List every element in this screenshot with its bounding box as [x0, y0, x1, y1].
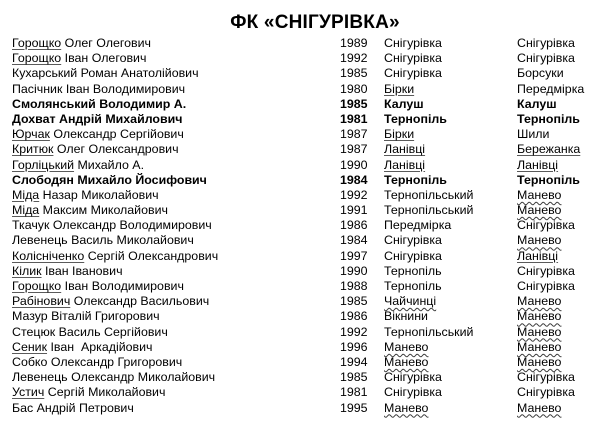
player-surname: Устич [12, 385, 45, 400]
player-name [12, 36, 151, 51]
player-given-names: Михайло А. [74, 157, 145, 172]
player-name [12, 370, 215, 385]
player-name [12, 188, 159, 203]
player-row [12, 233, 600, 248]
player-name [12, 294, 209, 309]
player-name [12, 97, 186, 112]
previous-club: Снігурівка [517, 263, 575, 278]
player-surname: Колісніченко [12, 248, 85, 263]
birthplace: Тернопільський [384, 324, 474, 339]
page-title: ФК «СНІГУРІВКА» [230, 12, 400, 33]
player-name [12, 233, 194, 248]
birth-year: 1992 [340, 187, 368, 202]
birth-year: 1984 [340, 172, 368, 187]
previous-club: Манево [517, 354, 562, 369]
player-row [12, 340, 600, 355]
birth-year: 1981 [340, 385, 368, 400]
player-name [12, 340, 152, 355]
player-name [12, 112, 182, 127]
birth-year: 1985 [340, 66, 368, 81]
player-given-names: Іван Іванович [41, 263, 123, 278]
player-name [12, 127, 184, 142]
birth-year: 1985 [340, 370, 368, 385]
player-row [12, 66, 600, 81]
player-given-names: Сергій Миколайович [44, 385, 166, 400]
player-row [12, 112, 600, 127]
player-name [12, 51, 146, 66]
player-surname: Смолянський [12, 96, 96, 111]
previous-club: Манево [517, 233, 562, 248]
player-row [12, 385, 600, 400]
birthplace: Передмірка [384, 218, 452, 233]
birthplace: Тернопільський [384, 187, 474, 202]
player-name [12, 82, 185, 97]
birth-year: 1995 [340, 400, 368, 415]
birthplace: Вікнини [384, 309, 428, 324]
birthplace: Манево [384, 339, 429, 354]
player-name [12, 218, 212, 233]
previous-club: Ланівці [517, 157, 559, 172]
player-surname: Бас [12, 400, 34, 415]
birth-year: 1994 [340, 354, 368, 369]
player-row [12, 97, 600, 112]
previous-club: Манево [517, 324, 562, 339]
player-surname: Кілик [12, 263, 42, 278]
previous-club: Манево [517, 187, 562, 202]
player-row [12, 355, 600, 370]
previous-club: Бережанка [517, 142, 581, 157]
player-surname: Кухарський [12, 66, 78, 81]
player-given-names: Іван Володимирович [62, 81, 186, 96]
player-row [12, 325, 600, 340]
birthplace: Снігурівка [384, 248, 442, 263]
birth-year: 1986 [340, 218, 368, 233]
player-surname: Юрчак [12, 127, 50, 142]
player-row [12, 279, 600, 294]
birthplace: Ланівці [384, 157, 426, 172]
birthplace: Снігурівка [384, 66, 442, 81]
birthplace: Бірки [384, 81, 415, 96]
player-name [12, 249, 218, 264]
player-surname: Міда [12, 187, 40, 202]
player-row [12, 127, 600, 142]
birthplace: Тернопільський [384, 203, 474, 218]
player-given-names: Василь Миколайович [67, 233, 194, 248]
birth-year: 1996 [340, 339, 368, 354]
player-name [12, 385, 165, 400]
player-name [12, 279, 184, 294]
player-name [12, 158, 144, 173]
player-surname: Левенець [12, 370, 68, 385]
player-surname: Рабінович [12, 294, 71, 309]
birth-year: 1980 [340, 81, 368, 96]
previous-club: Снігурівка [517, 218, 575, 233]
previous-club: Манево [517, 400, 562, 415]
birth-year: 1997 [340, 248, 368, 263]
player-surname: Сеник [12, 339, 48, 354]
player-surname: Горощко [12, 279, 62, 293]
player-row [12, 309, 600, 324]
player-given-names: Андрій Петрович [33, 400, 134, 415]
player-given-names: Іван Олегович [61, 51, 147, 66]
birthplace: Тернопіль [384, 172, 447, 187]
birth-year: 1981 [340, 111, 368, 126]
player-surname: Слободян [12, 172, 74, 187]
player-name [12, 401, 134, 416]
previous-club: Снігурівка [517, 385, 575, 400]
birthplace: Снігурівка [384, 233, 442, 248]
player-row [12, 188, 600, 203]
player-given-names: Олег Олександрович [53, 142, 179, 157]
previous-club: Тернопіль [517, 172, 580, 187]
player-surname: Міда [12, 203, 40, 218]
player-row [12, 218, 600, 233]
birth-year: 1985 [340, 294, 368, 309]
player-given-names: Володимир А. [95, 96, 187, 111]
player-given-names: Олександр Сергійович [49, 127, 184, 142]
player-name [12, 142, 179, 157]
player-row [12, 142, 600, 157]
player-given-names: Іван Аркадійович [47, 339, 153, 354]
player-given-names: Максим Миколайович [39, 203, 168, 218]
player-given-names: Олександр Володимирович [49, 218, 212, 233]
birth-year: 1992 [340, 324, 368, 339]
player-name [12, 203, 168, 218]
player-given-names: Олександр Васильович [70, 294, 210, 309]
player-given-names: Роман Анатолійович [77, 66, 199, 81]
birthplace: Снігурівка [384, 36, 442, 50]
player-surname: Стецюк [12, 324, 56, 339]
player-row [12, 173, 600, 188]
player-roster [12, 36, 600, 416]
previous-club: Снігурівка [517, 370, 575, 385]
previous-club: Снігурівка [517, 36, 575, 50]
birth-year: 1989 [340, 36, 368, 50]
birth-year: 1992 [340, 51, 368, 66]
player-row [12, 264, 600, 279]
player-surname: Горощко [12, 36, 62, 50]
previous-club: Ланівці [517, 248, 559, 263]
player-surname: Собко [12, 354, 48, 369]
previous-club: Передмірка [517, 81, 585, 96]
birth-year: 1990 [340, 157, 368, 172]
previous-club: Снігурівка [517, 51, 575, 66]
player-given-names: Іван Володимирович [61, 279, 184, 293]
birthplace: Снігурівка [384, 385, 442, 400]
player-row [12, 401, 600, 416]
previous-club: Снігурівка [517, 279, 575, 293]
previous-club: Тернопіль [517, 111, 580, 126]
previous-club: Манево [517, 203, 562, 218]
player-given-names: Василь Сергійович [55, 324, 168, 339]
birthplace: Снігурівка [384, 51, 442, 66]
player-name [12, 264, 123, 279]
player-row [12, 294, 600, 309]
player-given-names: Сергій Олександрович [84, 248, 219, 263]
player-surname: Горліцький [12, 157, 75, 172]
player-given-names: Андрій Михайлович [55, 111, 183, 126]
player-surname: Мазур [12, 309, 48, 324]
birthplace: Тернопіль [384, 263, 442, 278]
birth-year: 1990 [340, 263, 368, 278]
previous-club: Манево [517, 294, 562, 309]
birth-year: 1985 [340, 96, 368, 111]
player-name [12, 173, 207, 188]
player-name [12, 355, 182, 370]
player-surname: Левенець [12, 233, 68, 248]
player-row [12, 249, 600, 264]
player-row [12, 158, 600, 173]
birth-year: 1987 [340, 127, 368, 142]
birth-year: 1988 [340, 279, 368, 293]
previous-club: Манево [517, 309, 562, 324]
player-row [12, 203, 600, 218]
player-surname: Ткачук [12, 218, 50, 233]
player-surname: Горощко [12, 51, 62, 66]
player-given-names: Назар Миколайович [39, 187, 159, 202]
player-row [12, 36, 600, 51]
player-surname: Пасічник [12, 81, 63, 96]
birth-year: 1987 [340, 142, 368, 157]
previous-club: Манево [517, 339, 562, 354]
birth-year: 1984 [340, 233, 368, 248]
player-given-names: Олег Олегович [61, 36, 151, 50]
player-given-names: Михайло Йосифович [73, 172, 207, 187]
birthplace: Снігурівка [384, 370, 442, 385]
birth-year: 1986 [340, 309, 368, 324]
birthplace: Манево [384, 400, 429, 415]
player-given-names: Олександр Григорович [47, 354, 183, 369]
player-surname: Дохват [12, 111, 56, 126]
player-name [12, 325, 168, 340]
birth-year: 1991 [340, 203, 368, 218]
player-row [12, 370, 600, 385]
player-row [12, 51, 600, 66]
birthplace: Тернопіль [384, 279, 442, 293]
player-row [12, 82, 600, 97]
birthplace: Манево [384, 354, 429, 369]
birthplace: Калуш [384, 96, 424, 111]
birthplace: Тернопіль [384, 111, 447, 126]
player-name [12, 66, 199, 81]
birthplace: Чайчинці [384, 294, 437, 309]
birthplace: Бірки [384, 127, 415, 142]
player-given-names: Віталій Григорович [47, 309, 160, 324]
birthplace: Ланівці [384, 142, 426, 157]
player-name [12, 309, 160, 324]
player-given-names: Олександр Миколайович [67, 370, 216, 385]
player-surname: Критюк [12, 142, 54, 157]
previous-club: Шили [517, 127, 550, 142]
previous-club: Борсуки [517, 66, 564, 81]
previous-club: Калуш [517, 96, 557, 111]
